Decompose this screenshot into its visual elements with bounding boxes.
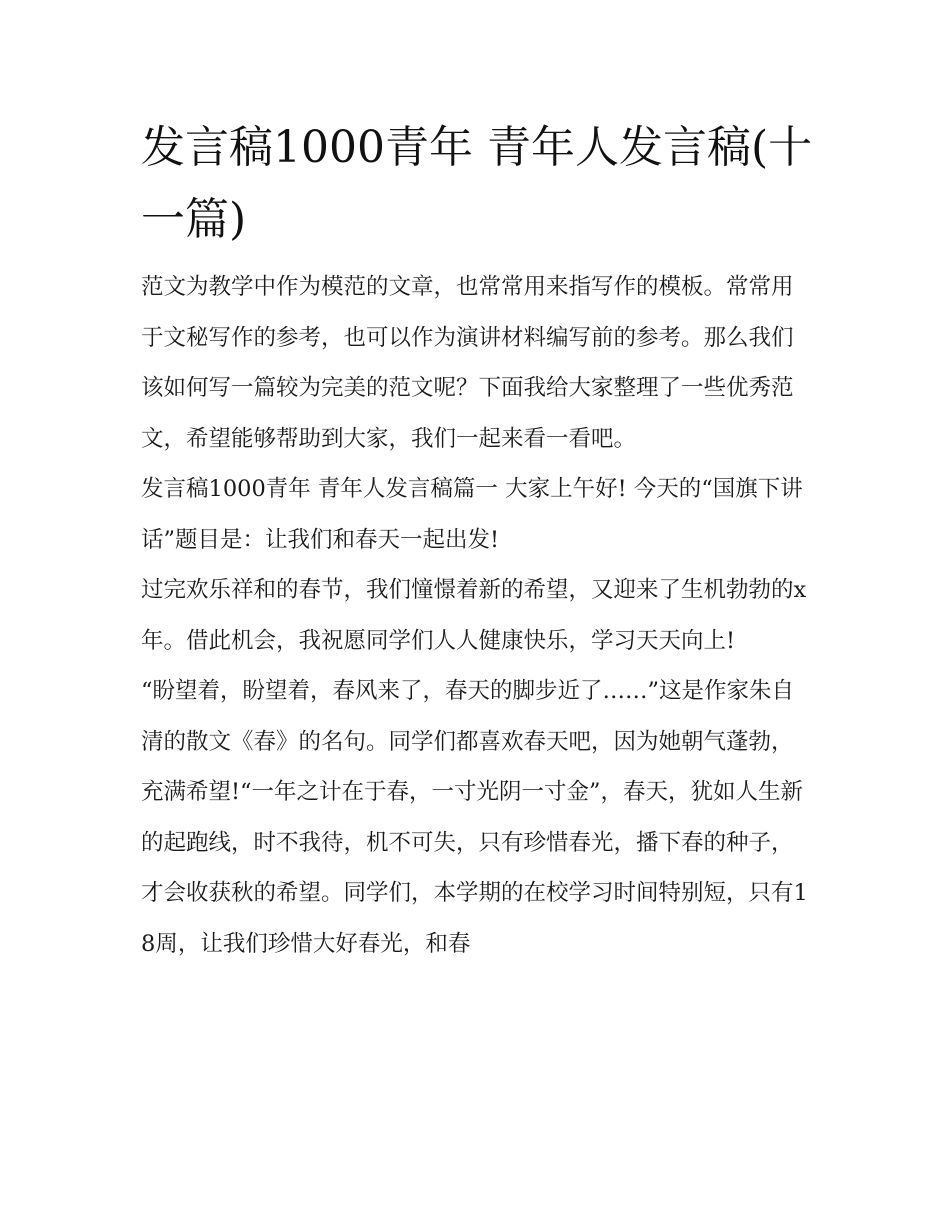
document-title: 发言稿1000青年 青年人发言稿(十一篇) [141,122,813,245]
new-year-wishes-paragraph: 过完欢乐祥和的春节，我们憧憬着新的希望，又迎来了生机勃勃的x年。借此机会，我祝愿同学们人人健康快乐，学习天天向上! [141,577,807,654]
intro-paragraph: 范文为教学中作为模范的文章，也常常用来指写作的模板。常常用于文秘写作的参考，也可以作为演讲材料编写前的参考。那么我们该如何写一篇较为完美的范文呢？下面我给大家整理了一些优秀范文，希望能够帮助到大家，我们一起来看一看吧。 [141,274,794,452]
speech-opening-paragraph: 发言稿1000青年 青年人发言稿篇一 大家上午好! 今天的“国旗下讲话”题目是：让我们和春天一起出发! [141,476,803,553]
document-body [141,112,813,969]
spring-quote-paragraph: “盼望着，盼望着，春风来了，春天的脚步近了……”这是作家朱自清的散文《春》的名句。同学们都喜欢春天吧，因为她朝气蓬勃，充满希望!“一年之计在于春，一寸光阴一寸金”，春天，犹如人生新的起跑线，时不我待，机不可失，只有珍惜春光，播下春的种子，才会收获秋的希望。同学们，本学期的在校学习时间特别短，只有18周，让我们珍惜大好春光，和春 [141,678,808,957]
